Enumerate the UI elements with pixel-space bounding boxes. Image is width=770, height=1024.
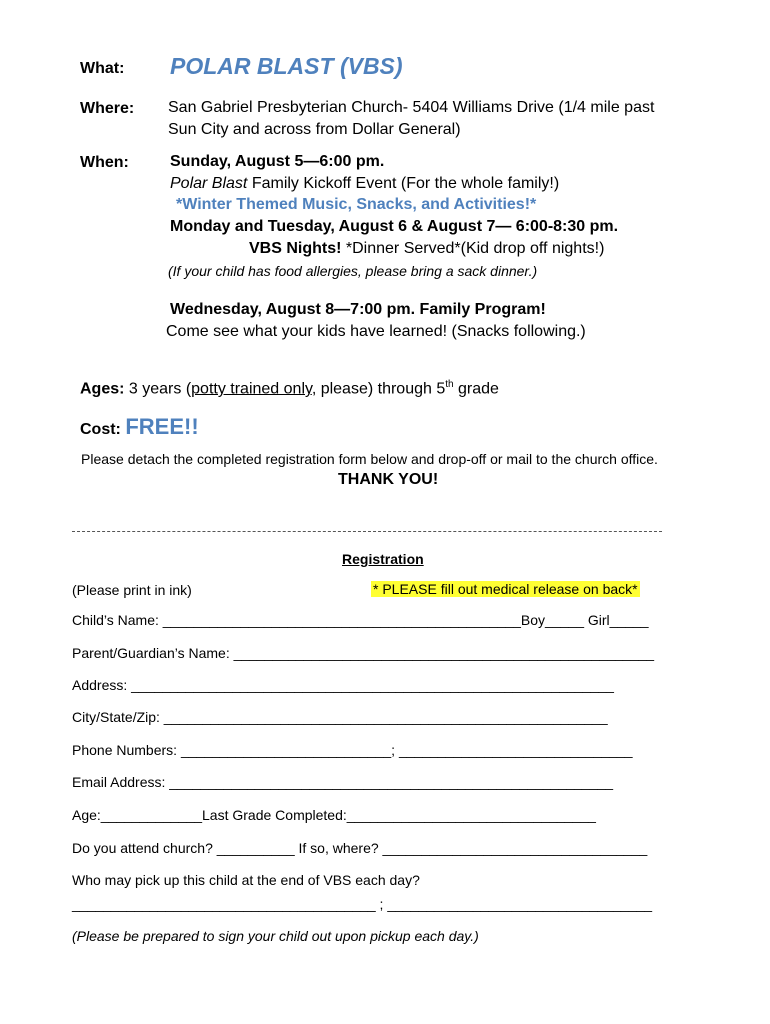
address-field[interactable]: Address: ______________________________________________________________ bbox=[72, 677, 614, 693]
thank-you: THANK YOU! bbox=[338, 471, 439, 488]
winter-line: *Winter Themed Music, Snacks, and Activities!* bbox=[176, 196, 537, 213]
city-state-zip-field[interactable]: City/State/Zip: _________________________________________________________ bbox=[72, 709, 608, 725]
ages-sup: th bbox=[445, 379, 454, 390]
cost-line bbox=[80, 414, 199, 440]
detach-note: Please detach the completed registration form below and drop-off or mail to the church office. bbox=[81, 451, 658, 467]
kickoff-italic: Polar Blast bbox=[170, 175, 248, 192]
allergy-note: (If your child has food allergies, please bring a sack dinner.) bbox=[168, 263, 538, 279]
vbs-nights-rest: *Dinner Served*(Kid drop off nights!) bbox=[341, 240, 605, 257]
ages-post: grade bbox=[453, 380, 499, 398]
child-name-field[interactable]: Child’s Name: ______________________________________________Boy_____ Girl_____ bbox=[72, 612, 649, 628]
kickoff-line bbox=[170, 175, 559, 193]
vbs-nights-bold: VBS Nights! bbox=[249, 240, 342, 257]
ages-line bbox=[80, 379, 499, 398]
ages-mid: , please) through 5 bbox=[311, 380, 446, 398]
pickup-persons-field[interactable]: _______________________________________ ; __________________________________ bbox=[72, 896, 653, 912]
medical-release-note: * PLEASE fill out medical release on back* bbox=[373, 581, 638, 597]
age-grade-field[interactable]: Age:_____________Last Grade Completed:________________________________ bbox=[72, 807, 596, 823]
mon-tue-line: Monday and Tuesday, August 6 & August 7— 6:00-8:30 pm. bbox=[170, 218, 619, 235]
what-label: What: bbox=[80, 60, 125, 77]
registration-heading: Registration bbox=[342, 551, 424, 567]
where-line-1: San Gabriel Presbyterian Church- 5404 Williams Drive (1/4 mile past bbox=[168, 99, 655, 116]
cost-label: Cost: bbox=[80, 421, 121, 438]
phone-numbers-field[interactable]: Phone Numbers: ___________________________; ______________________________ bbox=[72, 742, 633, 758]
sunday-line: Sunday, August 5—6:00 pm. bbox=[170, 153, 385, 170]
where-line-2: Sun City and across from Dollar General) bbox=[168, 121, 461, 138]
wednesday-line: Wednesday, August 8—7:00 pm. Family Program! bbox=[170, 301, 546, 318]
event-title: POLAR BLAST (VBS) bbox=[170, 53, 403, 79]
email-field[interactable]: Email Address: _________________________________________________________ bbox=[72, 774, 614, 790]
cost-value: FREE!! bbox=[125, 414, 199, 439]
kickoff-rest: Family Kickoff Event (For the whole family!) bbox=[247, 175, 560, 192]
parent-name-field[interactable]: Parent/Guardian’s Name: ______________________________________________________ bbox=[72, 645, 655, 661]
vbs-nights-line bbox=[249, 240, 604, 258]
sign-out-note: (Please be prepared to sign your child out upon pickup each day.) bbox=[72, 928, 479, 944]
where-label: Where: bbox=[80, 100, 135, 117]
cut-line-divider bbox=[72, 531, 662, 532]
come-see-line: Come see what your kids have learned! (Snacks following.) bbox=[166, 323, 586, 340]
print-note: (Please print in ink) bbox=[72, 582, 192, 598]
when-label: When: bbox=[80, 154, 129, 171]
church-attendance-field[interactable]: Do you attend church? __________ If so, where? __________________________________ bbox=[72, 840, 648, 856]
ages-label: Ages: bbox=[80, 380, 125, 398]
ages-potty: potty trained only bbox=[191, 380, 312, 398]
pickup-question: Who may pick up this child at the end of VBS each day? bbox=[72, 872, 420, 888]
ages-pre: 3 years ( bbox=[124, 380, 192, 398]
